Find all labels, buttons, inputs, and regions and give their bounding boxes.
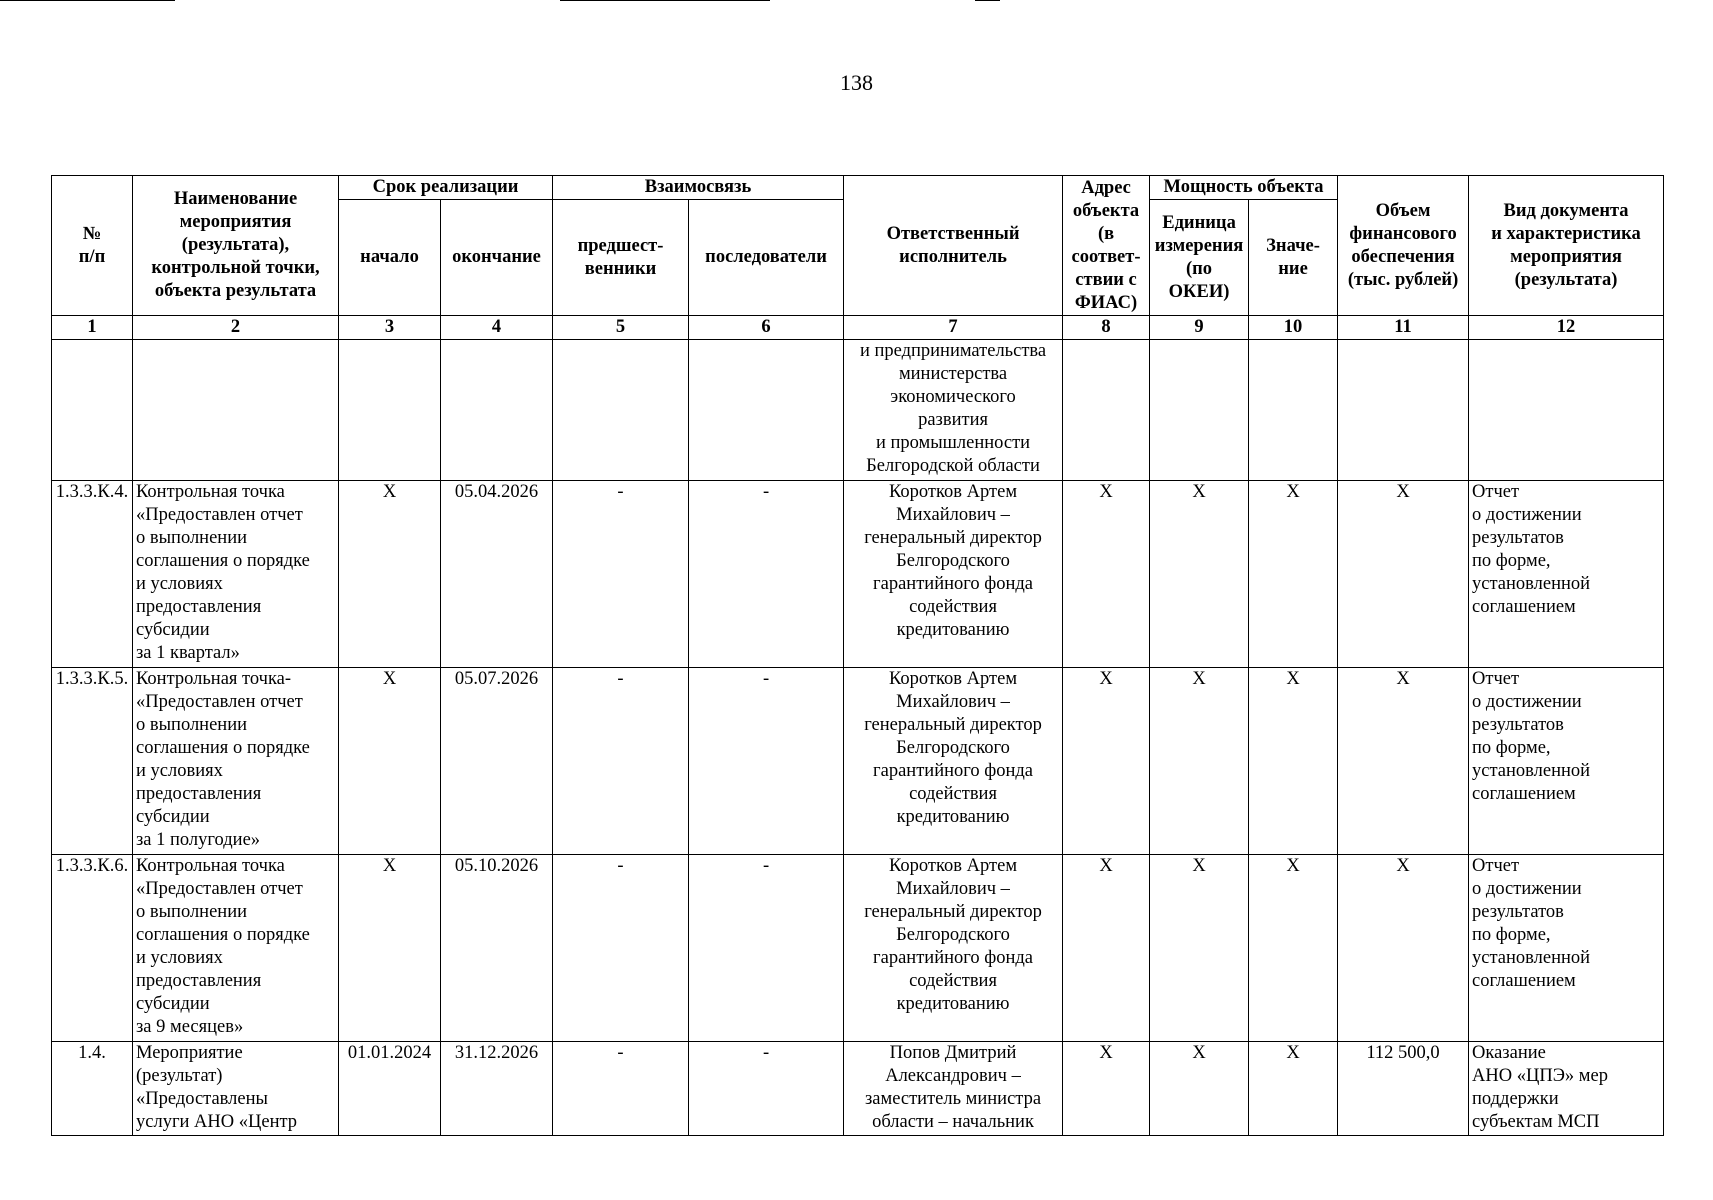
row-doc: Отчет о достижении результатов по форме, установленной соглашением xyxy=(1469,481,1664,668)
row-address: X xyxy=(1063,855,1150,1042)
row-end xyxy=(441,340,553,481)
header-successors: последователи xyxy=(689,200,844,316)
row-value xyxy=(1249,340,1338,481)
row-executor: Коротков Артем Михайлович – генеральный директор Белгородского гарантийного фонда содействия кредитованию xyxy=(844,668,1063,855)
row-num: 1.3.3.К.4. xyxy=(52,481,133,668)
row-unit: X xyxy=(1150,855,1249,1042)
row-finance: X xyxy=(1338,855,1469,1042)
column-number: 12 xyxy=(1469,316,1664,340)
header-capacity: Мощность объекта xyxy=(1150,176,1338,200)
row-unit: X xyxy=(1150,1042,1249,1136)
row-successors: - xyxy=(689,668,844,855)
row-executor: и предпринимательства министерства экономического развития и промышленности Белгородской области xyxy=(844,340,1063,481)
row-unit: X xyxy=(1150,668,1249,855)
row-executor: Коротков Артем Михайлович – генеральный директор Белгородского гарантийного фонда содействия кредитованию xyxy=(844,481,1063,668)
row-finance: 112 500,0 xyxy=(1338,1042,1469,1136)
row-executor: Коротков Артем Михайлович – генеральный директор Белгородского гарантийного фонда содействия кредитованию xyxy=(844,855,1063,1042)
column-number: 9 xyxy=(1150,316,1249,340)
column-number: 4 xyxy=(441,316,553,340)
row-name: Контрольная точка- «Предоставлен отчет о выполнении соглашения о порядке и условиях предоставления субсидии за 1 полугодие» xyxy=(133,668,339,855)
row-value: X xyxy=(1249,1042,1338,1136)
row-predecessors: - xyxy=(553,1042,689,1136)
header-predecessors: предшест- венники xyxy=(553,200,689,316)
scan-artifact-line xyxy=(560,0,770,1)
header-relation: Взаимосвязь xyxy=(553,176,844,200)
row-value: X xyxy=(1249,481,1338,668)
row-num: 1.4. xyxy=(52,1042,133,1136)
table-row xyxy=(52,1042,1664,1136)
row-value: X xyxy=(1249,855,1338,1042)
header-finance: Объем финансового обеспечения (тыс. рублей) xyxy=(1338,176,1469,316)
row-unit: X xyxy=(1150,481,1249,668)
row-executor: Попов Дмитрий Александрович – заместитель министра области – начальник xyxy=(844,1042,1063,1136)
row-successors: - xyxy=(689,855,844,1042)
header-term-end: окончание xyxy=(441,200,553,316)
row-name: Контрольная точка «Предоставлен отчет о выполнении соглашения о порядке и условиях предоставления субсидии за 1 квартал» xyxy=(133,481,339,668)
row-num xyxy=(52,340,133,481)
column-number: 1 xyxy=(52,316,133,340)
row-predecessors: - xyxy=(553,481,689,668)
row-unit xyxy=(1150,340,1249,481)
column-number: 3 xyxy=(339,316,441,340)
header-term: Срок реализации xyxy=(339,176,553,200)
row-name xyxy=(133,340,339,481)
row-doc: Отчет о достижении результатов по форме, установленной соглашением xyxy=(1469,668,1664,855)
table-row xyxy=(52,668,1664,855)
row-start: X xyxy=(339,668,441,855)
row-start: X xyxy=(339,481,441,668)
header-doc: Вид документа и характеристика мероприятия (результата) xyxy=(1469,176,1664,316)
row-finance: X xyxy=(1338,481,1469,668)
row-address: X xyxy=(1063,668,1150,855)
page-number: 138 xyxy=(840,70,873,95)
column-number: 6 xyxy=(689,316,844,340)
table-row xyxy=(52,481,1664,668)
row-name: Мероприятие (результат) «Предоставлены услуги АНО «Центр xyxy=(133,1042,339,1136)
row-address xyxy=(1063,340,1150,481)
row-end: 31.12.2026 xyxy=(441,1042,553,1136)
header-address: Адрес объекта (в соответ- ствии с ФИАС) xyxy=(1063,176,1150,316)
row-num: 1.3.3.К.6. xyxy=(52,855,133,1042)
column-number: 7 xyxy=(844,316,1063,340)
row-start: 01.01.2024 xyxy=(339,1042,441,1136)
scan-artifact-line xyxy=(0,0,175,1)
row-finance: X xyxy=(1338,668,1469,855)
row-num: 1.3.3.К.5. xyxy=(52,668,133,855)
row-doc xyxy=(1469,340,1664,481)
scan-artifact-line xyxy=(975,0,1000,1)
column-number: 8 xyxy=(1063,316,1150,340)
row-value: X xyxy=(1249,668,1338,855)
row-successors: - xyxy=(689,481,844,668)
row-predecessors: - xyxy=(553,855,689,1042)
column-number: 11 xyxy=(1338,316,1469,340)
events-table xyxy=(51,175,1664,1136)
header-executor: Ответственный исполнитель xyxy=(844,176,1063,316)
table-row xyxy=(52,340,1664,481)
row-doc: Оказание АНО «ЦПЭ» мер поддержки субъектам МСП xyxy=(1469,1042,1664,1136)
row-predecessors xyxy=(553,340,689,481)
row-address: X xyxy=(1063,481,1150,668)
table-row xyxy=(52,855,1664,1042)
row-doc: Отчет о достижении результатов по форме, установленной соглашением xyxy=(1469,855,1664,1042)
header-num: № п/п xyxy=(52,176,133,316)
header-unit: Единица измерения (по ОКЕИ) xyxy=(1150,200,1249,316)
header-term-start: начало xyxy=(339,200,441,316)
column-number: 10 xyxy=(1249,316,1338,340)
header-name: Наименование мероприятия (результата), контрольной точки, объекта результата xyxy=(133,176,339,316)
row-start: X xyxy=(339,855,441,1042)
row-end: 05.10.2026 xyxy=(441,855,553,1042)
column-number: 5 xyxy=(553,316,689,340)
row-address: X xyxy=(1063,1042,1150,1136)
row-end: 05.07.2026 xyxy=(441,668,553,855)
header-value: Значе- ние xyxy=(1249,200,1338,316)
row-predecessors: - xyxy=(553,668,689,855)
column-number: 2 xyxy=(133,316,339,340)
row-name: Контрольная точка «Предоставлен отчет о выполнении соглашения о порядке и условиях предоставления субсидии за 9 месяцев» xyxy=(133,855,339,1042)
row-end: 05.04.2026 xyxy=(441,481,553,668)
row-successors: - xyxy=(689,1042,844,1136)
row-start xyxy=(339,340,441,481)
row-successors xyxy=(689,340,844,481)
row-finance xyxy=(1338,340,1469,481)
